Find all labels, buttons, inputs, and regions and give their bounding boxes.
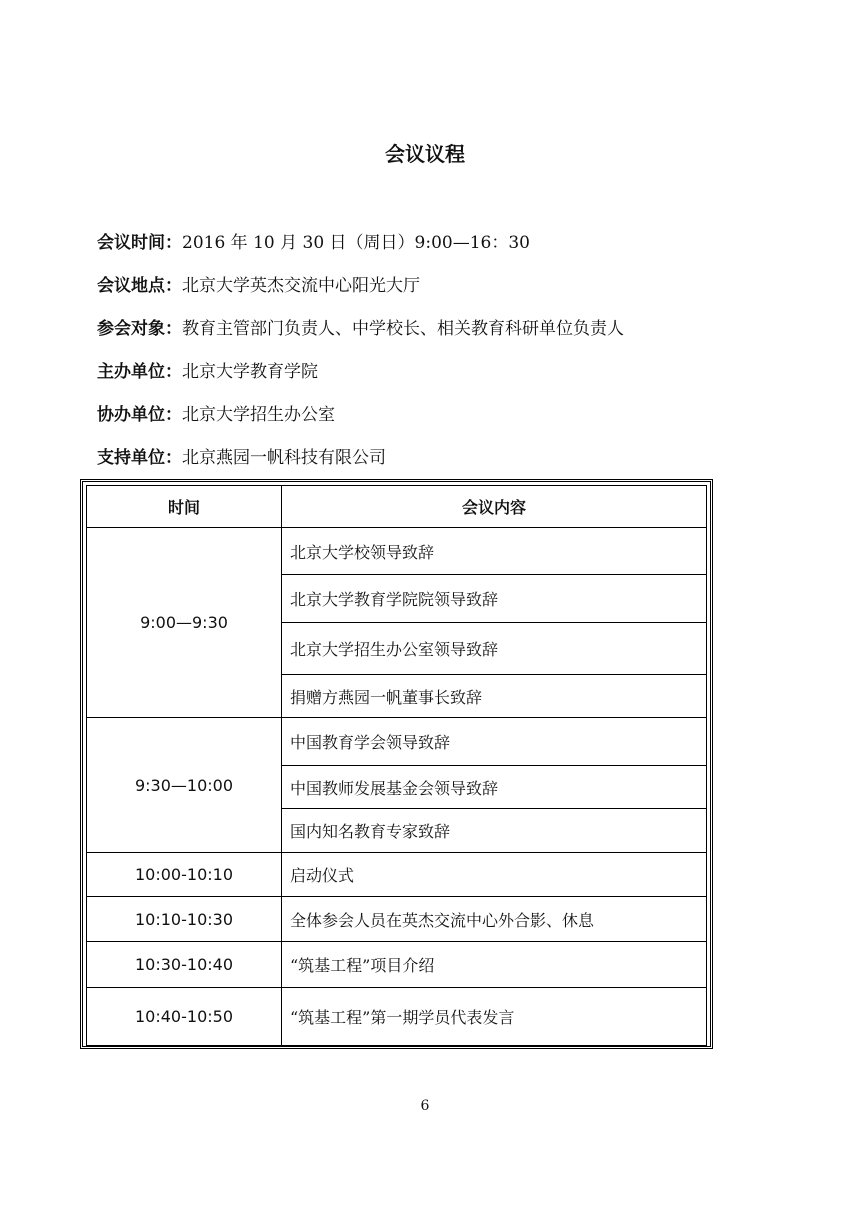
column-header-content: 会议内容 (282, 486, 707, 528)
info-label: 参会对象： (97, 319, 182, 339)
agenda-table (86, 485, 707, 1046)
table-row (87, 718, 707, 766)
info-value: 北京大学招生办公室 (182, 405, 335, 425)
table-row (87, 897, 707, 942)
column-header-time: 时间 (87, 486, 282, 528)
info-label: 会议时间： (97, 233, 182, 253)
table-row (87, 942, 707, 988)
info-value: 北京大学教育学院 (182, 362, 318, 382)
table-row (87, 528, 707, 575)
info-value: 教育主管部门负责人、中学校长、相关教育科研单位负责人 (182, 319, 624, 339)
time-cell: 9:00—9:30 (87, 528, 282, 718)
agenda-item: “筑基工程”项目介绍 (282, 942, 707, 988)
time-cell: 10:40-10:50 (87, 988, 282, 1046)
page-number: 6 (420, 1098, 430, 1114)
agenda-item: 北京大学校领导致辞 (282, 528, 707, 575)
time-cell: 10:30-10:40 (87, 942, 282, 988)
time-cell: 10:00-10:10 (87, 853, 282, 897)
info-line-co-organizer (97, 400, 335, 425)
info-line-location (97, 271, 420, 296)
page-title: 会议议程 (385, 142, 465, 166)
info-label: 主办单位： (97, 362, 182, 382)
agenda-item: 国内知名教育专家致辞 (282, 809, 707, 853)
agenda-item: 中国教育学会领导致辞 (282, 718, 707, 766)
agenda-item: “筑基工程”第一期学员代表发言 (282, 988, 707, 1046)
table-row (87, 988, 707, 1046)
agenda-item: 北京大学教育学院院领导致辞 (282, 575, 707, 623)
time-cell: 10:10-10:30 (87, 897, 282, 942)
table-header-row (87, 486, 707, 528)
agenda-item: 北京大学招生办公室领导致辞 (282, 623, 707, 675)
info-label: 协办单位： (97, 405, 182, 425)
agenda-item: 中国教师发展基金会领导致辞 (282, 766, 707, 809)
info-value: 北京大学英杰交流中心阳光大厅 (182, 276, 420, 296)
info-label: 支持单位： (97, 448, 182, 468)
time-cell: 9:30—10:00 (87, 718, 282, 853)
agenda-item: 全体参会人员在英杰交流中心外合影、休息 (282, 897, 707, 942)
agenda-item: 启动仪式 (282, 853, 707, 897)
info-value: 2016 年 10 月 30 日（周日）9:00—16：30 (182, 233, 530, 253)
info-value: 北京燕园一帆科技有限公司 (182, 448, 386, 468)
info-line-time (97, 228, 530, 253)
info-line-supporter (97, 443, 386, 468)
agenda-table-frame (80, 479, 713, 1049)
info-label: 会议地点： (97, 276, 182, 296)
agenda-item: 捐赠方燕园一帆董事长致辞 (282, 675, 707, 718)
info-line-attendees (97, 314, 624, 339)
table-row (87, 853, 707, 897)
info-line-host (97, 357, 318, 382)
